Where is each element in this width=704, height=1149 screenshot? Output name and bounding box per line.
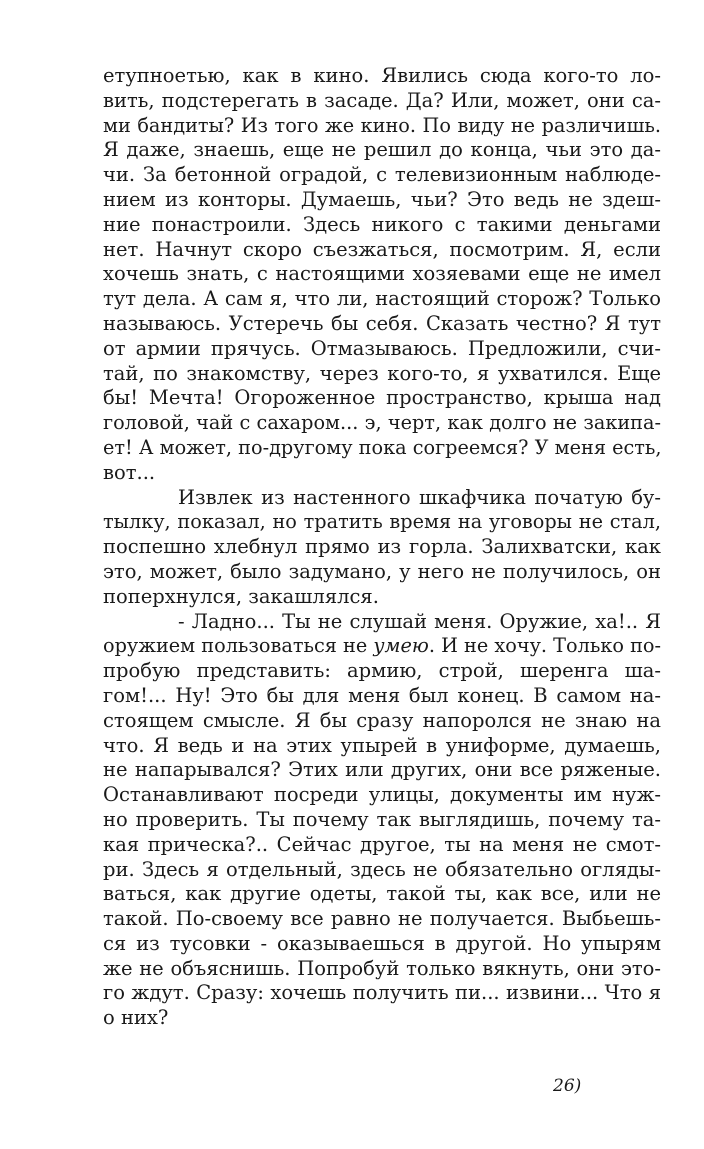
page-text	[103, 64, 661, 1031]
text-line: - Ладно... Ты не слушай меня. Оружие, ха!.. Я	[178, 609, 661, 633]
text-line: не напарывался? Этих или других, они все ряженые.	[103, 758, 661, 782]
text-line: ет! А может, по-другому пока согреемся? У меня есть,	[103, 435, 662, 459]
text-line: Извлек из настенного шкафчика початую бу-	[178, 485, 661, 509]
text-line: от армии прячусь. Отмазываюсь. Предложили, счи-	[103, 336, 661, 360]
text-line: это, может, было задумано, у него не получилось, он	[103, 559, 661, 583]
text-line: гом!... Ну! Это бы для меня был конец. В самом на-	[103, 683, 661, 707]
text-line: кая прическа?.. Сейчас другое, ты на меня не смот-	[103, 832, 661, 856]
text-line: хочешь знать, с настоящими хозяевами еще не имел	[103, 262, 661, 286]
text-line: вить, подстерегать в засаде. Да? Или, может, они са-	[103, 88, 661, 112]
text-line: ри. Здесь я отдельный, здесь не обязательно огляды-	[103, 857, 661, 881]
text-line: что. Я ведь и на этих упырей в униформе, думаешь,	[103, 733, 661, 757]
text-line: называюсь. Устеречь бы себя. Сказать честно? Я тут	[103, 311, 661, 335]
text-line: ние понастроили. Здесь никого с такими деньгами	[103, 212, 661, 236]
text-line: нет. Начнут скоро съезжаться, посмотрим. Я, если	[103, 237, 661, 261]
emphasized-word: умею	[373, 634, 429, 658]
text-line: оружием пользоваться не умею. И не хочу. Только по-	[103, 634, 662, 658]
text-line: тай, по знакомству, через кого-то, я ухватился. Еще	[103, 361, 661, 385]
text-line: такой. По-своему все равно не получается. Выбьешь-	[103, 907, 661, 931]
text-line: о них?	[103, 1006, 169, 1030]
text-line: ваться, как другие одеты, такой ты, как все, или не	[103, 882, 661, 906]
text-line: поспешно хлебнул прямо из горла. Залихватски, как	[103, 535, 661, 559]
text-line: тылку, показал, но тратить время на уговоры не стал,	[103, 510, 661, 534]
text-line: головой, чай с сахаром... э, черт, как долго не закипа-	[103, 411, 661, 435]
text-line: пробую представить: армию, строй, шеренга ша-	[103, 659, 661, 683]
text-line: стоящем смысле. Я бы сразу напоролся не знаю на	[103, 708, 661, 732]
text-line: но проверить. Ты почему так выглядишь, почему та-	[103, 807, 661, 831]
text-line: Я даже, знаешь, еще не решил до конца, чьи это да-	[103, 138, 661, 162]
text-line: же не объяснишь. Попробуй только вякнуть, они это-	[103, 956, 661, 980]
text-line: нием из конторы. Думаешь, чьи? Это ведь не здеш-	[103, 187, 661, 211]
page-number: 26)	[553, 1076, 582, 1096]
text-line: го ждут. Сразу: хочешь получить пи... извини... Что я	[103, 981, 661, 1005]
text-line: ми бандиты? Из того же кино. По виду не различишь.	[103, 113, 661, 137]
text-line: чи. За бетонной оградой, с телевизионным наблюде-	[103, 163, 661, 187]
text-line: поперхнулся, закашлялся.	[103, 584, 379, 608]
text-line: Останавливают посреди улицы, документы им нуж-	[103, 783, 661, 807]
text-line: тут дела. А сам я, что ли, настоящий сторож? Только	[103, 287, 661, 311]
text-line: вот...	[103, 460, 156, 484]
text-line: бы! Мечта! Огороженное пространство, крыша над	[103, 386, 661, 410]
text-line: ся из тусовки - оказываешься в другой. Но упырям	[103, 931, 661, 955]
text-line: етупноетью, как в кино. Явились сюда кого-то ло-	[103, 64, 661, 87]
